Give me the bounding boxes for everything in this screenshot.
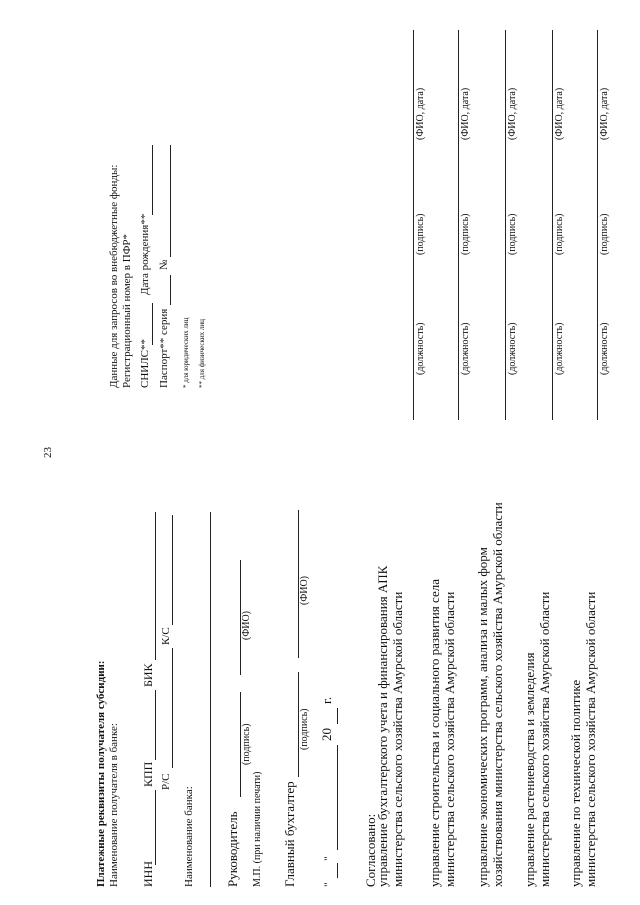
dept-5-line-2: министерства сельского хозяйства Амурской области — [583, 591, 598, 887]
sign-row-1-line — [413, 30, 414, 420]
stamp-label: М.П. (при наличии печати) — [252, 771, 263, 887]
sign-row-1-position: (должность) — [415, 322, 426, 375]
kpp-field-line — [155, 690, 156, 760]
page-number: 23 — [42, 447, 54, 458]
bank-name-label: Наименование банка: — [183, 786, 195, 887]
sign-row-5-position: (должность) — [599, 322, 610, 375]
bik-label: БИК — [141, 663, 155, 687]
sign-row-4-fio: (ФИО, дата) — [554, 87, 565, 140]
sign-row-5-line — [597, 30, 598, 420]
birth-label: Дата рождения** — [139, 213, 151, 295]
bank-name-line — [210, 512, 211, 887]
sign-row-4-line — [552, 30, 553, 420]
ks-field-line — [172, 515, 173, 625]
dept-2-line-2: министерства сельского хозяйства Амурской области — [442, 591, 457, 887]
chief-accountant-label: Главный бухгалтер — [282, 781, 297, 887]
sign-row-2-signature: (подпись) — [460, 213, 471, 255]
pfr-label: Регистрационный номер в ПФР* — [121, 234, 133, 388]
date-suffix: г. — [319, 696, 334, 704]
recipient-bank-label: Наименование получателя в банке: — [108, 723, 120, 887]
passport-label: Паспорт** серия — [158, 308, 170, 388]
sign-row-3-signature: (подпись) — [507, 213, 518, 255]
head-label: Руководитель — [225, 811, 240, 887]
sign-row-2-fio: (ФИО, дата) — [460, 87, 471, 140]
date-year-prefix: 20 — [319, 728, 334, 741]
payment-header: Платежные реквизиты получателя субсидии: — [95, 660, 107, 887]
date-year-line — [337, 708, 338, 724]
ks-label: К/С — [160, 627, 172, 645]
approval-header: Согласовано: — [363, 813, 378, 887]
dept-1-line-1: управление бухгалтерского учета и финансирования АПК — [375, 565, 390, 887]
rs-field-line — [172, 648, 173, 768]
dept-4-line-2: министерства сельского хозяйства Амурской области — [537, 591, 552, 887]
date-day-line — [337, 863, 338, 878]
accountant-signature-caption: (подпись) — [299, 708, 310, 750]
dept-4-line-1: управление растениеводства и земледелия — [522, 652, 537, 887]
inn-field-line — [155, 790, 156, 865]
passport-number-line — [170, 145, 171, 257]
sign-row-5-signature: (подпись) — [599, 213, 610, 255]
sign-row-3-fio: (ФИО, дата) — [507, 87, 518, 140]
birth-field-line — [152, 145, 153, 215]
dept-5-line-1: управление по технической политике — [568, 679, 583, 887]
sign-row-3-line — [505, 30, 506, 420]
passport-series-line — [170, 275, 171, 305]
snils-field-line — [152, 303, 153, 345]
note-physical: ** для физических лиц — [198, 319, 206, 388]
dept-3-line-1: управление экономических программ, анализа и малых форм — [475, 547, 490, 887]
snils-label: СНИЛС** — [139, 338, 151, 388]
kpp-label: КПП — [141, 761, 155, 787]
accountant-fio-caption: (ФИО) — [299, 575, 310, 605]
note-legal: * для юридических лиц — [182, 317, 190, 388]
sign-row-5-fio: (ФИО, дата) — [599, 87, 610, 140]
date-month-line — [337, 745, 338, 850]
dept-3-line-2: хозяйствования министерства сельского хозяйства Амурской области — [490, 502, 505, 887]
head-fio-caption: (ФИО) — [241, 610, 252, 640]
dept-1-line-2: министерства сельского хозяйства Амурской области — [390, 591, 405, 887]
rs-label: Р/С — [160, 773, 172, 790]
date-quote-close: " — [321, 856, 335, 861]
head-signature-caption: (подпись) — [241, 723, 252, 765]
sign-row-4-position: (должность) — [554, 322, 565, 375]
passport-number-sign: № — [158, 259, 170, 270]
sign-row-1-signature: (подпись) — [415, 213, 426, 255]
sign-row-3-position: (должность) — [507, 322, 518, 375]
sign-row-2-line — [458, 30, 459, 420]
funds-header: Данные для запросов во внебюджетные фонды: — [108, 164, 120, 388]
sign-row-1-fio: (ФИО, дата) — [415, 87, 426, 140]
bik-field-line — [155, 512, 156, 660]
date-quote-open: " — [321, 882, 335, 887]
sign-row-2-position: (должность) — [460, 322, 471, 375]
sign-row-4-signature: (подпись) — [554, 213, 565, 255]
inn-label: ИНН — [141, 861, 155, 887]
dept-2-line-1: управление строительства и социального развития села — [427, 579, 442, 887]
